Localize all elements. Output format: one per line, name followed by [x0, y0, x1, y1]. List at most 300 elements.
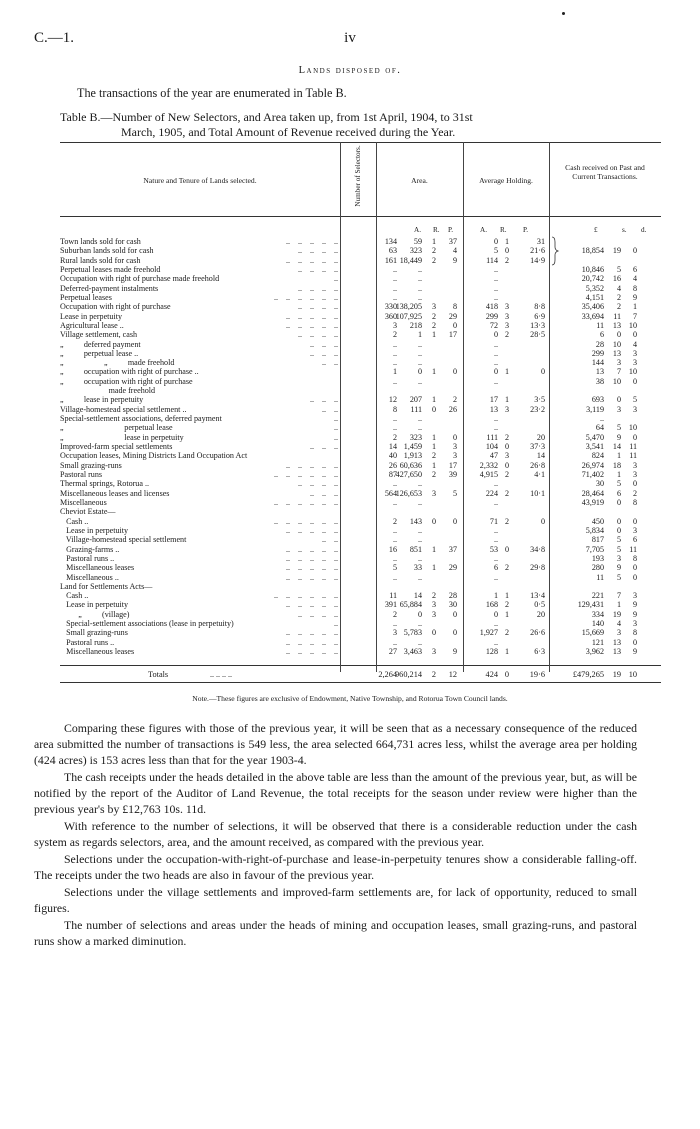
row-leader-dots: .. .. — [322, 535, 338, 545]
cell-selectors-count: 3 — [392, 628, 397, 638]
cell-area-roods: 1 — [431, 395, 436, 405]
cell-area-perches: 37 — [448, 544, 457, 554]
cell-area-roods: 2 — [431, 255, 436, 265]
cell-cash-pounds: 450 — [591, 516, 604, 526]
totals-shillings: 19 — [612, 670, 621, 679]
cell-selectors-count: 330 — [384, 302, 397, 312]
row-leader-dots: .. — [334, 274, 338, 284]
row-label: Pastoral runs — [60, 470, 103, 479]
table-row — [60, 573, 661, 582]
cell-cash-pence: 0 — [632, 637, 637, 647]
totals-holding-roods: 0 — [504, 670, 509, 679]
table-row — [60, 302, 661, 311]
cell-cash-pence: 1 — [632, 302, 637, 312]
cell-holding-perches: 37·3 — [530, 442, 545, 452]
cell-area-acres: 207 — [409, 395, 422, 405]
cell-cash-pence: 6 — [632, 535, 637, 545]
table-row — [60, 284, 661, 293]
row-leader-dots: .. .. .. .. .. .. — [274, 516, 338, 526]
cell-holding-acres: .. — [493, 264, 498, 274]
row-label: Cash .. — [60, 516, 89, 526]
cell-holding-roods: 0 — [504, 544, 509, 554]
cell-selectors-count: .. — [392, 264, 397, 274]
column-header-selectors-cell — [340, 146, 376, 206]
cell-area-roods: 2 — [431, 246, 436, 256]
row-leader-dots: .. .. .. .. .. — [286, 525, 338, 535]
cell-area-acres: .. — [417, 358, 422, 368]
cell-holding-acres: .. — [493, 414, 498, 424]
row-leader-dots: .. .. — [322, 358, 338, 368]
cell-holding-acres: 71 — [489, 516, 498, 526]
row-leader-dots: .. — [334, 619, 338, 629]
cell-cash-pence: 0 — [632, 479, 637, 489]
cell-area-perches: 2 — [452, 395, 457, 405]
cell-cash-shillings: 3 — [616, 628, 621, 638]
row-label: Pastoral runs .. — [60, 637, 115, 647]
cell-area-acres: .. — [417, 619, 422, 629]
cell-selectors-count: 12 — [388, 395, 397, 405]
cell-area-roods: 1 — [431, 442, 436, 452]
cell-cash-shillings: 10 — [612, 376, 621, 386]
cell-cash-shillings: 5 — [616, 572, 621, 582]
cell-cash-pounds: 43,919 — [581, 497, 604, 507]
row-label: „ perpetual lease .. — [60, 348, 139, 358]
row-label: „ deferred payment — [60, 339, 141, 349]
cell-area-acres: .. — [417, 339, 422, 349]
row-leader-dots: .. .. — [322, 404, 338, 414]
table-row — [60, 433, 661, 442]
cell-area-acres: 218 — [409, 320, 422, 330]
row-label: Cheviot Estate— — [60, 507, 116, 517]
cell-cash-shillings: 4 — [616, 619, 621, 629]
cell-cash-pounds: .. — [599, 414, 604, 424]
cell-area-roods: 3 — [431, 488, 436, 498]
cell-holding-perches: 29·8 — [530, 563, 545, 573]
cell-cash-pence: 11 — [629, 442, 637, 452]
cell-area-perches: 0 — [452, 516, 457, 526]
row-label: „ (village) — [60, 609, 130, 619]
cell-cash-pounds: 144 — [591, 358, 604, 368]
cell-holding-acres: 72 — [489, 320, 498, 330]
cell-cash-shillings: 7 — [616, 591, 621, 601]
cell-selectors-count: 27 — [388, 647, 397, 657]
cell-area-perches: 30 — [448, 600, 457, 610]
row-leader-dots: .. .. .. .. .. .. — [274, 470, 338, 479]
cell-holding-roods: 3 — [504, 302, 509, 312]
table-row — [60, 498, 661, 507]
cell-cash-pounds: 5,470 — [585, 432, 604, 442]
table-row — [60, 479, 661, 488]
cell-area-roods: 1 — [431, 237, 436, 246]
cell-cash-shillings: 7 — [616, 367, 621, 377]
row-label: Occupation leases, Mining Districts Land Occupation Act — [60, 451, 248, 461]
cell-area-acres: 143 — [409, 516, 422, 526]
cell-selectors-count: 87 — [388, 470, 397, 479]
row-label: Perpetual leases — [60, 292, 112, 302]
cell-area-acres: 33 — [413, 563, 422, 573]
table-row — [60, 312, 661, 321]
row-label: made freehold — [60, 386, 156, 396]
table-row — [60, 386, 661, 395]
cell-selectors-count: .. — [392, 339, 397, 349]
row-leader-dots: .. .. .. .. .. — [286, 544, 338, 554]
table-row — [60, 647, 661, 656]
page-speck — [562, 12, 565, 15]
cell-area-perches: 8 — [452, 302, 457, 312]
cell-cash-pounds: 11 — [596, 572, 604, 582]
cell-selectors-count: 11 — [389, 591, 397, 601]
cell-cash-pence: 10 — [628, 320, 637, 330]
cell-area-acres: .. — [417, 274, 422, 284]
cell-area-acres: 427,650 — [395, 470, 422, 479]
cell-holding-perches: 34·8 — [530, 544, 545, 554]
paragraph: With reference to the number of selections, it will be observed that there is a considerable reduction under the cash system as regards selectors, area, and the amount received, as compared with the previous year. — [34, 819, 637, 849]
cell-cash-pounds: 3,119 — [586, 404, 604, 414]
cell-cash-pounds: 33,694 — [581, 311, 604, 321]
row-leader-dots: .. — [334, 432, 338, 442]
cell-cash-pence: 0 — [632, 516, 637, 526]
cell-holding-acres: 2,332 — [479, 460, 498, 470]
row-label: „ „ made freehold — [60, 358, 175, 368]
cell-selectors-count: 161 — [384, 255, 397, 265]
unit-acres: A. — [414, 226, 421, 234]
cell-holding-roods: 2 — [504, 516, 509, 526]
cell-holding-roods: 1 — [504, 647, 509, 657]
cell-holding-acres: 168 — [485, 600, 498, 610]
cell-cash-shillings: 5 — [616, 544, 621, 554]
cell-area-roods: 3 — [431, 609, 436, 619]
row-label: „ lease in perpetuity — [60, 395, 144, 405]
cell-cash-pounds: 10,846 — [581, 264, 604, 274]
cell-cash-pounds: 26,974 — [581, 460, 604, 470]
cell-cash-shillings: 19 — [612, 246, 621, 256]
table-row — [60, 563, 661, 572]
cell-cash-shillings: 1 — [616, 470, 621, 479]
cell-area-perches: 39 — [448, 470, 457, 479]
cell-area-roods: 0 — [431, 516, 436, 526]
cell-selectors-count: .. — [392, 479, 397, 489]
cell-cash-shillings: 9 — [616, 432, 621, 442]
table-row — [60, 377, 661, 386]
cell-selectors-count: 391 — [384, 600, 397, 610]
cell-cash-shillings: 0 — [616, 525, 621, 535]
cell-area-acres: 5,783 — [403, 628, 422, 638]
cell-area-acres: 0 — [417, 609, 422, 619]
cell-area-roods: 3 — [431, 302, 436, 312]
cell-area-acres: .. — [417, 572, 422, 582]
cell-holding-roods: 2 — [504, 255, 509, 265]
cell-cash-pounds: 5,834 — [585, 525, 604, 535]
row-label: Cash .. — [60, 591, 89, 601]
cell-cash-pence: 0 — [632, 246, 637, 256]
paragraph: The number of selections and areas under the heads of mining and occupation leases, small grazing-runs, and pastoral runs show a marked diminution. — [34, 918, 637, 948]
cell-cash-pence: 3 — [632, 525, 637, 535]
row-label: Small grazing-runs — [60, 628, 128, 638]
row-label: Town lands sold for cash — [60, 237, 141, 246]
row-label: Occupation with right of purchase — [60, 302, 171, 312]
totals-row — [60, 669, 661, 681]
cell-area-roods: 2 — [431, 591, 436, 601]
cell-selectors-count: 2 — [392, 432, 397, 442]
cell-cash-pounds: 71,402 — [581, 470, 604, 479]
cell-holding-acres: 0 — [493, 609, 498, 619]
cell-holding-perches: 20 — [536, 609, 545, 619]
table-caption — [60, 110, 660, 140]
row-leader-dots: .. .. .. .. — [298, 283, 338, 293]
cell-area-perches: 0 — [452, 432, 457, 442]
cell-area-perches: 3 — [452, 442, 457, 452]
table-row — [60, 545, 661, 554]
cell-area-perches: 9 — [452, 255, 457, 265]
table-row — [60, 423, 661, 432]
cell-holding-acres: 4,915 — [479, 470, 498, 479]
cell-holding-acres: .. — [493, 572, 498, 582]
table-row — [60, 358, 661, 367]
cell-holding-perches: 4·1 — [534, 470, 545, 479]
row-leader-dots: .. .. .. .. — [298, 330, 338, 340]
row-leader-dots: .. .. .. .. .. — [286, 460, 338, 470]
column-header-nature: Nature and Tenure of Lands selected. — [143, 176, 257, 185]
table-row — [60, 274, 661, 283]
table-row — [60, 349, 661, 358]
row-label: Special-settlement associations, deferred payment — [60, 414, 222, 424]
cell-selectors-count: .. — [392, 376, 397, 386]
cell-cash-shillings: 4 — [616, 283, 621, 293]
cell-area-roods: 1 — [431, 367, 436, 377]
row-label: Improved-farm special settlements — [60, 442, 173, 452]
cell-holding-acres: .. — [493, 358, 498, 368]
cell-holding-acres: 0 — [493, 330, 498, 340]
cell-cash-shillings: 2 — [616, 292, 621, 302]
unit-perches: P. — [448, 226, 453, 234]
table-row — [60, 367, 661, 376]
cell-cash-pence: 10 — [628, 423, 637, 433]
cell-cash-pence: 6 — [632, 264, 637, 274]
cell-selectors-count: 14 — [388, 442, 397, 452]
totals-holding-acres: 424 — [485, 670, 498, 679]
cell-cash-pounds: 7,705 — [585, 544, 604, 554]
table-row — [60, 256, 661, 265]
cell-area-acres: .. — [417, 553, 422, 563]
cell-cash-shillings: 1 — [616, 451, 621, 461]
cell-holding-acres: 299 — [485, 311, 498, 321]
section-heading: Lands disposed of. — [298, 65, 402, 76]
cell-cash-pence: 4 — [632, 339, 637, 349]
cell-area-perches: 0 — [452, 320, 457, 330]
cell-holding-acres: .. — [493, 479, 498, 489]
cell-area-perches: 9 — [452, 647, 457, 657]
cell-holding-roods: 1 — [504, 395, 509, 405]
cell-holding-perches: 21·6 — [530, 246, 545, 256]
cell-holding-perches: 13·3 — [530, 320, 545, 330]
cell-cash-pence: 7 — [632, 311, 637, 321]
cell-holding-acres: 0 — [493, 237, 498, 246]
cell-area-roods: 2 — [431, 451, 436, 461]
totals-selectors: 2,264 — [378, 670, 397, 679]
cell-cash-pounds: 817 — [591, 535, 604, 545]
cell-cash-pounds: 38 — [595, 376, 604, 386]
cell-holding-perches: 28·5 — [530, 330, 545, 340]
cell-holding-perches: 10·1 — [530, 488, 545, 498]
cell-holding-acres: .. — [493, 283, 498, 293]
row-leader-dots: .. .. .. .. .. .. — [274, 497, 338, 507]
row-label: Miscellaneous leases — [60, 563, 135, 573]
cell-selectors-count: .. — [392, 348, 397, 358]
cell-selectors-count: .. — [392, 572, 397, 582]
row-label: Miscellaneous — [60, 497, 107, 507]
row-leader-dots: .. — [334, 423, 338, 433]
cell-cash-shillings: 5 — [616, 535, 621, 545]
cell-holding-acres: 224 — [485, 488, 498, 498]
cell-holding-acres: .. — [493, 497, 498, 507]
cell-holding-acres: 1,927 — [479, 628, 498, 638]
totals-holding-perches: 19·6 — [529, 670, 545, 679]
cell-cash-pounds: 299 — [591, 348, 604, 358]
cell-holding-roods: 2 — [504, 470, 509, 479]
cell-cash-shillings: 2 — [616, 302, 621, 312]
cell-area-roods: 2 — [431, 470, 436, 479]
row-leader-dots: .. .. .. .. .. — [286, 553, 338, 563]
cell-holding-acres: .. — [493, 348, 498, 358]
cell-cash-pence: 8 — [632, 553, 637, 563]
cell-cash-pence: 8 — [632, 497, 637, 507]
totals-perches: 12 — [448, 670, 457, 679]
cell-cash-pounds: 334 — [591, 609, 604, 619]
cell-area-acres: .. — [417, 348, 422, 358]
cell-holding-acres: .. — [493, 339, 498, 349]
cell-holding-perches: 0 — [540, 367, 545, 377]
cell-area-acres: 18,449 — [399, 255, 422, 265]
cell-holding-acres: 47 — [489, 451, 498, 461]
cell-area-roods: 1 — [431, 460, 436, 470]
cell-cash-shillings: 13 — [612, 637, 621, 647]
table-top-rule — [60, 142, 661, 143]
cell-cash-shillings: 19 — [612, 609, 621, 619]
cell-cash-pounds: 3,962 — [585, 647, 604, 657]
cell-cash-pounds: 5,352 — [585, 283, 604, 293]
totals-label: Totals — [148, 670, 169, 679]
table-row — [60, 246, 661, 255]
cell-holding-perches: 20 — [536, 432, 545, 442]
table-row — [60, 330, 661, 339]
cell-cash-shillings: 0 — [616, 395, 621, 405]
cell-area-roods: 1 — [431, 563, 436, 573]
paragraph: Selections under the occupation-with-right-of-purchase and lease-in-perpetuity tenures show a considerable falling-off. The receipts under the two heads are also in favour of the previous year. — [34, 852, 637, 882]
column-header-area: Area. — [411, 176, 428, 185]
cell-cash-pounds: 13 — [595, 367, 604, 377]
row-leader-dots: .. .. .. — [310, 339, 338, 349]
unit-roods: R. — [433, 226, 440, 234]
table-row — [60, 321, 661, 330]
row-label: Thermal springs, Rotorua .. — [60, 479, 150, 489]
cell-cash-pounds: 6 — [599, 330, 604, 340]
cell-cash-pence: 2 — [632, 488, 637, 498]
cell-area-roods: 1 — [431, 432, 436, 442]
cell-cash-pence: 5 — [632, 395, 637, 405]
cell-holding-roods: 3 — [504, 311, 509, 321]
cell-cash-pence: 0 — [632, 572, 637, 582]
cell-holding-roods: 2 — [504, 563, 509, 573]
table-row — [60, 470, 661, 479]
cell-cash-shillings: 10 — [612, 339, 621, 349]
cell-area-perches: 0 — [452, 628, 457, 638]
totals-leader: .. .. .. .. — [210, 670, 232, 679]
table-row — [60, 293, 661, 302]
table-row — [60, 340, 661, 349]
cell-holding-roods: 1 — [504, 237, 509, 246]
cell-area-roods: 2 — [431, 320, 436, 330]
table-row — [60, 405, 661, 414]
cell-selectors-count: 5 — [392, 563, 397, 573]
row-label: „ lease in perpetuity — [60, 432, 184, 442]
cell-cash-shillings: 3 — [616, 553, 621, 563]
cell-selectors-count: .. — [392, 423, 397, 433]
cell-area-roods: 0 — [431, 404, 436, 414]
cell-holding-perches: 6·3 — [534, 647, 545, 657]
row-label: Pastoral runs .. — [60, 553, 115, 563]
cell-cash-shillings: 0 — [616, 330, 621, 340]
cell-holding-roods: 3 — [504, 451, 509, 461]
cell-area-acres: 1,913 — [403, 451, 422, 461]
cell-selectors-count: .. — [392, 414, 397, 424]
cell-holding-acres: .. — [493, 376, 498, 386]
cell-area-acres: .. — [417, 376, 422, 386]
cell-cash-pence: 0 — [632, 330, 637, 340]
cell-holding-roods: 3 — [504, 404, 509, 414]
column-header-cash: Cash received on Past and Current Transactions. — [565, 163, 645, 181]
cell-selectors-count: .. — [392, 358, 397, 368]
cell-holding-acres: 17 — [489, 395, 498, 405]
row-label: „ occupation with right of purchase .. — [60, 367, 199, 377]
cell-cash-pence: 3 — [632, 358, 637, 368]
cell-area-acres: 323 — [409, 432, 422, 442]
table-row — [60, 265, 661, 274]
cell-holding-roods: 2 — [504, 600, 509, 610]
table-caption-line-2: March, 1905, and Total Amount of Revenue received during the Year. — [121, 125, 456, 139]
cell-area-roods: 0 — [431, 628, 436, 638]
cell-cash-pence: 9 — [632, 292, 637, 302]
cell-cash-pounds: 18,854 — [581, 246, 604, 256]
cell-selectors-count: 16 — [388, 544, 397, 554]
cell-holding-acres: 53 — [489, 544, 498, 554]
cell-cash-pounds: 64 — [595, 423, 604, 433]
table-row — [60, 237, 661, 246]
cell-area-roods: 2 — [431, 311, 436, 321]
cell-cash-pounds: 20,742 — [581, 274, 604, 284]
page-reference: C.—1. — [34, 30, 75, 46]
cell-area-acres: 851 — [409, 544, 422, 554]
cell-area-acres: .. — [417, 414, 422, 424]
cell-selectors-count: 360 — [384, 311, 397, 321]
cell-holding-roods: 1 — [504, 367, 509, 377]
bracket-brace — [550, 236, 560, 266]
row-label: Lease in perpetuity — [60, 525, 129, 535]
row-label: Land for Settlements Acts— — [60, 581, 153, 591]
cell-area-perches: 3 — [452, 451, 457, 461]
cell-area-roods: 1 — [431, 330, 436, 340]
cell-holding-acres: 1 — [493, 591, 498, 601]
table-row — [60, 600, 661, 609]
row-label: Agricultural lease .. — [60, 320, 124, 330]
cell-holding-perches: 14·9 — [530, 255, 545, 265]
cell-cash-pounds: 30 — [595, 479, 604, 489]
cell-selectors-count: 2 — [392, 609, 397, 619]
cell-cash-shillings: 13 — [612, 320, 621, 330]
table-row — [60, 395, 661, 404]
cell-cash-pence: 3 — [632, 460, 637, 470]
cell-area-acres: .. — [417, 423, 422, 433]
table-row — [60, 628, 661, 637]
